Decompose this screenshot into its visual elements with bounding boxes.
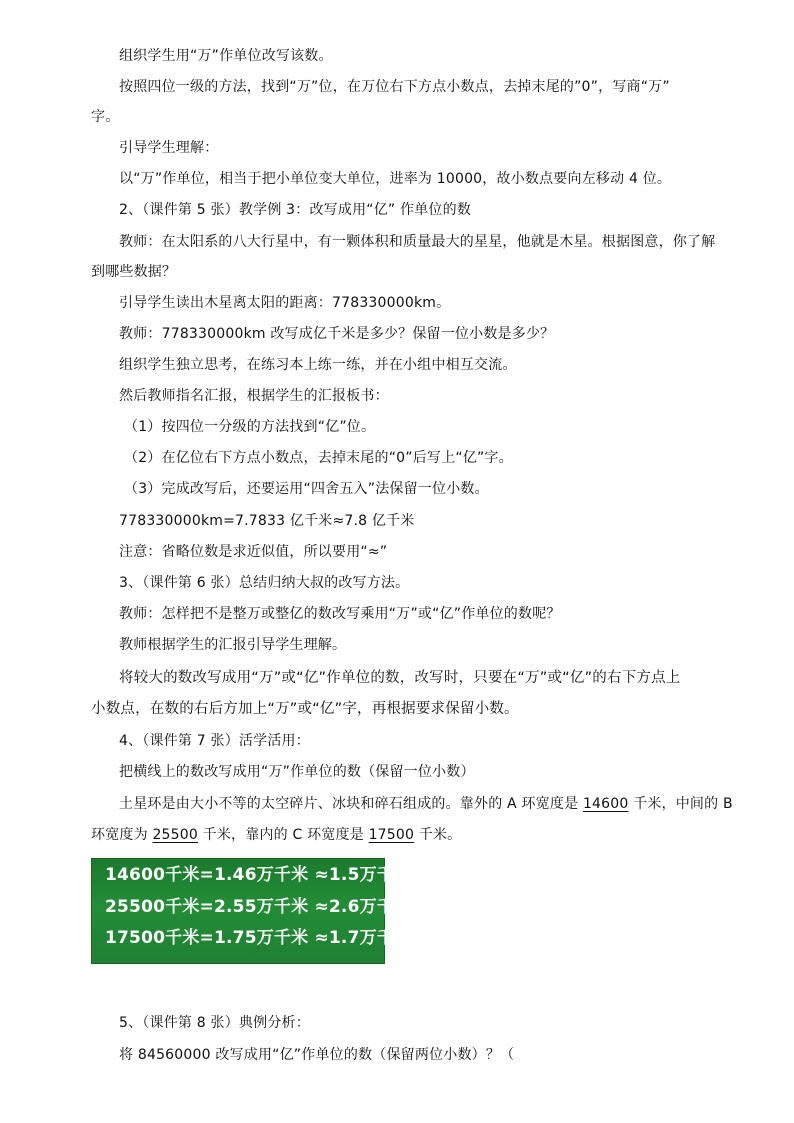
paragraph: 把横线上的数改写成用“万”作单位的数（保留一位小数） xyxy=(119,764,475,780)
section-heading: 2、（课件第 5 张）教学例 3：改写成用“亿” 作单位的数 xyxy=(119,202,472,218)
paragraph: 小数点，在数的右后方加上“万”或“亿”字，再根据要求保留小数。 xyxy=(91,701,519,717)
text-run: 千米，靠内的 C 环宽度是 xyxy=(198,827,369,843)
paragraph: 将较大的数改写成用“万”或“亿”作单位的数，改写时，只要在“万”或“亿”的右下方点上 xyxy=(119,670,681,686)
section-heading: 3、（课件第 6 张）总结归纳大叔的改写方法。 xyxy=(119,575,410,591)
paragraph: 将 84560000 改写成用“亿”作单位的数（保留两位小数）？（ xyxy=(119,1047,515,1063)
paragraph: 教师：778330000km 改写成亿千米是多少？保留一位小数是多少？ xyxy=(119,326,555,342)
section-heading: 4、（课件第 7 张）活学活用： xyxy=(119,733,310,749)
paragraph: 然后教师指名汇报，根据学生的汇报板书： xyxy=(119,388,389,404)
paragraph: 到哪些数据？ xyxy=(91,264,177,280)
text-run: 土星环是由大小不等的太空碎片、冰块和碎石组成的。靠外的 A 环宽度是 xyxy=(119,796,583,812)
list-item: （2）在亿位右下方点小数点，去掉末尾的“0”后写上“亿”字。 xyxy=(124,450,513,466)
paragraph: 引导学生理解： xyxy=(119,140,219,156)
paragraph: 字。 xyxy=(91,109,120,125)
paragraph: 组织学生独立思考，在练习本上练一练，并在小组中相互交流。 xyxy=(119,357,517,373)
slide-line-1: 14600千米=1.46万千米 ≈1.5万千米 xyxy=(105,865,412,885)
section-heading: 5、（课件第 8 张）典例分析： xyxy=(119,1015,310,1031)
paragraph: 注意：省略位数是求近似值，所以要用“≈” xyxy=(119,544,388,560)
paragraph: 教师：在太阳系的八大行星中，有一颗体积和质量最大的星星，他就是木星。根据图意，你了解 xyxy=(119,234,716,250)
paragraph: 组织学生用“万”作单位改写该数。 xyxy=(119,48,333,64)
underlined-number: 14600 xyxy=(582,796,629,812)
paragraph: 引导学生读出木星离太阳的距离：778330000km。 xyxy=(119,295,451,311)
underlined-number: 25500 xyxy=(152,827,198,843)
formula-line: 778330000km=7.7833 亿千米≈7.8 亿千米 xyxy=(119,513,415,529)
list-item: （1）按四位一分级的方法找到“亿”位。 xyxy=(124,419,376,435)
paragraph: 教师：怎样把不是整万或整亿的数改写乘用“万”或“亿”作单位的数呢？ xyxy=(119,606,561,622)
slide-image xyxy=(91,858,412,964)
text-run: 千米。 xyxy=(414,827,462,843)
text-run: 环宽度为 xyxy=(91,827,153,843)
text-run: 千米，中间的 B xyxy=(628,796,733,812)
slide-line-3: 17500千米=1.75万千米 ≈1.7万千米 xyxy=(105,928,412,948)
underlined-number: 17500 xyxy=(368,827,415,843)
paragraph: 以“万”作单位，相当于把小单位变大单位，进率为 10000，故小数点要向左移动 4 位。 xyxy=(119,171,672,187)
paragraph xyxy=(119,794,733,814)
paragraph: 教师根据学生的汇报引导学生理解。 xyxy=(119,637,347,653)
list-item: （3）完成改写后，还要运用“四舍五入”法保留一位小数。 xyxy=(124,481,489,497)
slide-line-2: 25500千米=2.55万千米 ≈2.6万千米 xyxy=(105,897,412,917)
paragraph: 按照四位一级的方法，找到“万”位，在万位右下方点小数点，去掉末尾的”0”，写商“万” xyxy=(119,79,670,95)
paragraph xyxy=(91,825,461,845)
